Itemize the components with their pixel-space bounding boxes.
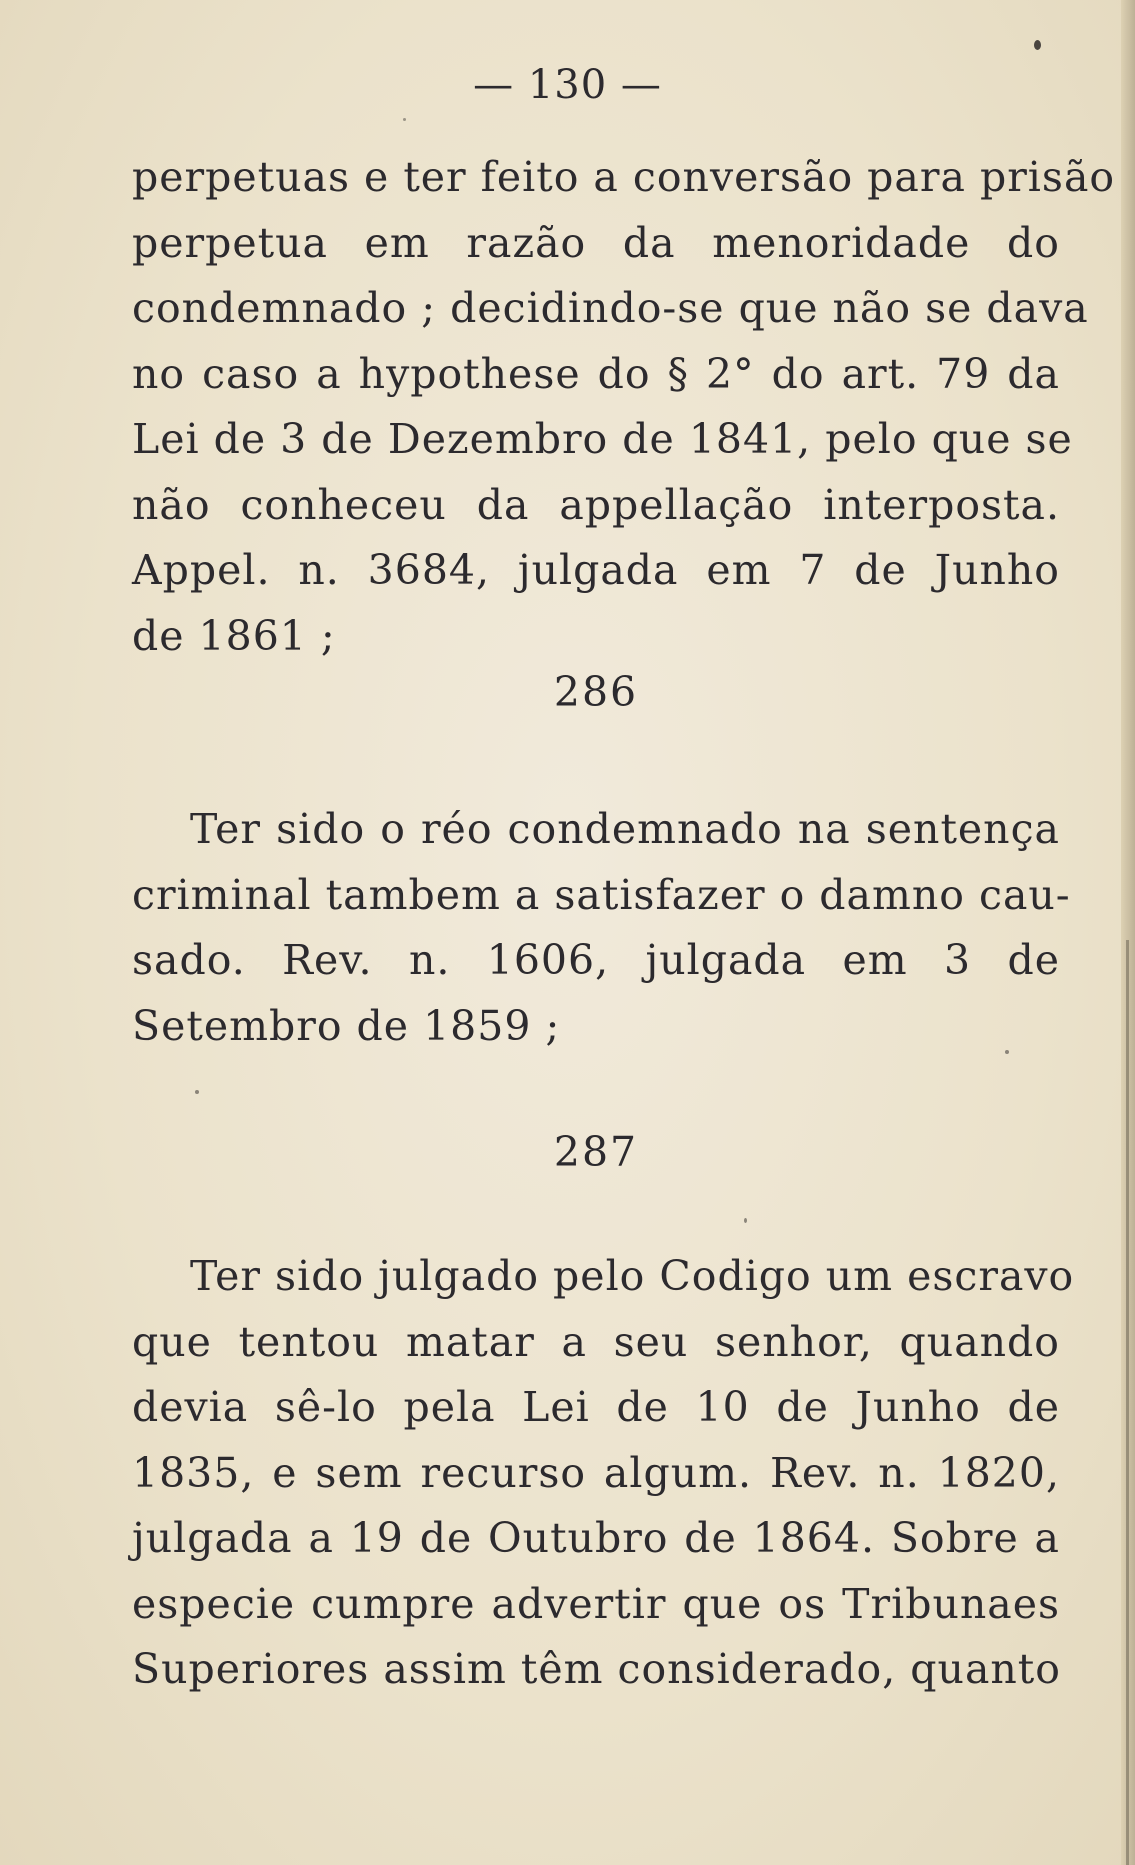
text-line: sado. Rev. n. 1606, julgada em 3 de	[132, 936, 1060, 984]
text-line: criminal tambem a satisfazer o damno cau-	[132, 870, 1071, 919]
text-line: perpetuas e ter feito a conversão para prisão	[132, 153, 1116, 201]
text-line: Superiores assim têm considerado, quanto	[132, 1645, 1061, 1693]
page-edge-line	[1126, 940, 1129, 1865]
paragraph-286	[132, 797, 1071, 1059]
paragraph-287	[132, 1244, 1075, 1703]
text-line: julgada a 19 de Outubro de 1864. Sobre a	[132, 1514, 1060, 1562]
ink-speck	[403, 118, 406, 121]
text-line: Lei de 3 de Dezembro de 1841, pelo que se	[132, 415, 1073, 463]
text-line: especie cumpre advertir que os Tribunaes	[132, 1579, 1060, 1628]
ink-speck	[744, 1218, 747, 1223]
section-number-287: 287	[553, 1128, 639, 1176]
text-line: Setembro de 1859 ;	[132, 1001, 561, 1050]
text-line: Appel. n. 3684, julgada em 7 de Junho	[132, 546, 1060, 594]
paragraph-continuation	[132, 145, 1116, 669]
text-line: perpetua em razão da menoridade do	[132, 218, 1060, 267]
ink-speck	[1034, 40, 1041, 50]
text-line: que tentou matar a seu senhor, quando	[132, 1317, 1060, 1366]
ink-speck	[195, 1090, 199, 1094]
text-line: não conheceu da appellação interposta.	[132, 480, 1060, 529]
text-line: de 1861 ;	[132, 611, 336, 660]
page-number-header: — 130 —	[473, 62, 662, 108]
text-line: condemnado ; decidindo-se que não se dava	[132, 284, 1089, 332]
text-line: no caso a hypothese do § 2° do art. 79 da	[132, 349, 1060, 398]
text-line: devia sê-lo pela Lei de 10 de Junho de	[132, 1383, 1060, 1431]
text-line: Ter sido o réo condemnado na sentença	[190, 805, 1060, 853]
text-line: Ter sido julgado pelo Codigo um escravo	[190, 1252, 1075, 1300]
section-number-286: 286	[553, 668, 639, 716]
text-line: 1835, e sem recurso algum. Rev. n. 1820,	[132, 1448, 1060, 1497]
